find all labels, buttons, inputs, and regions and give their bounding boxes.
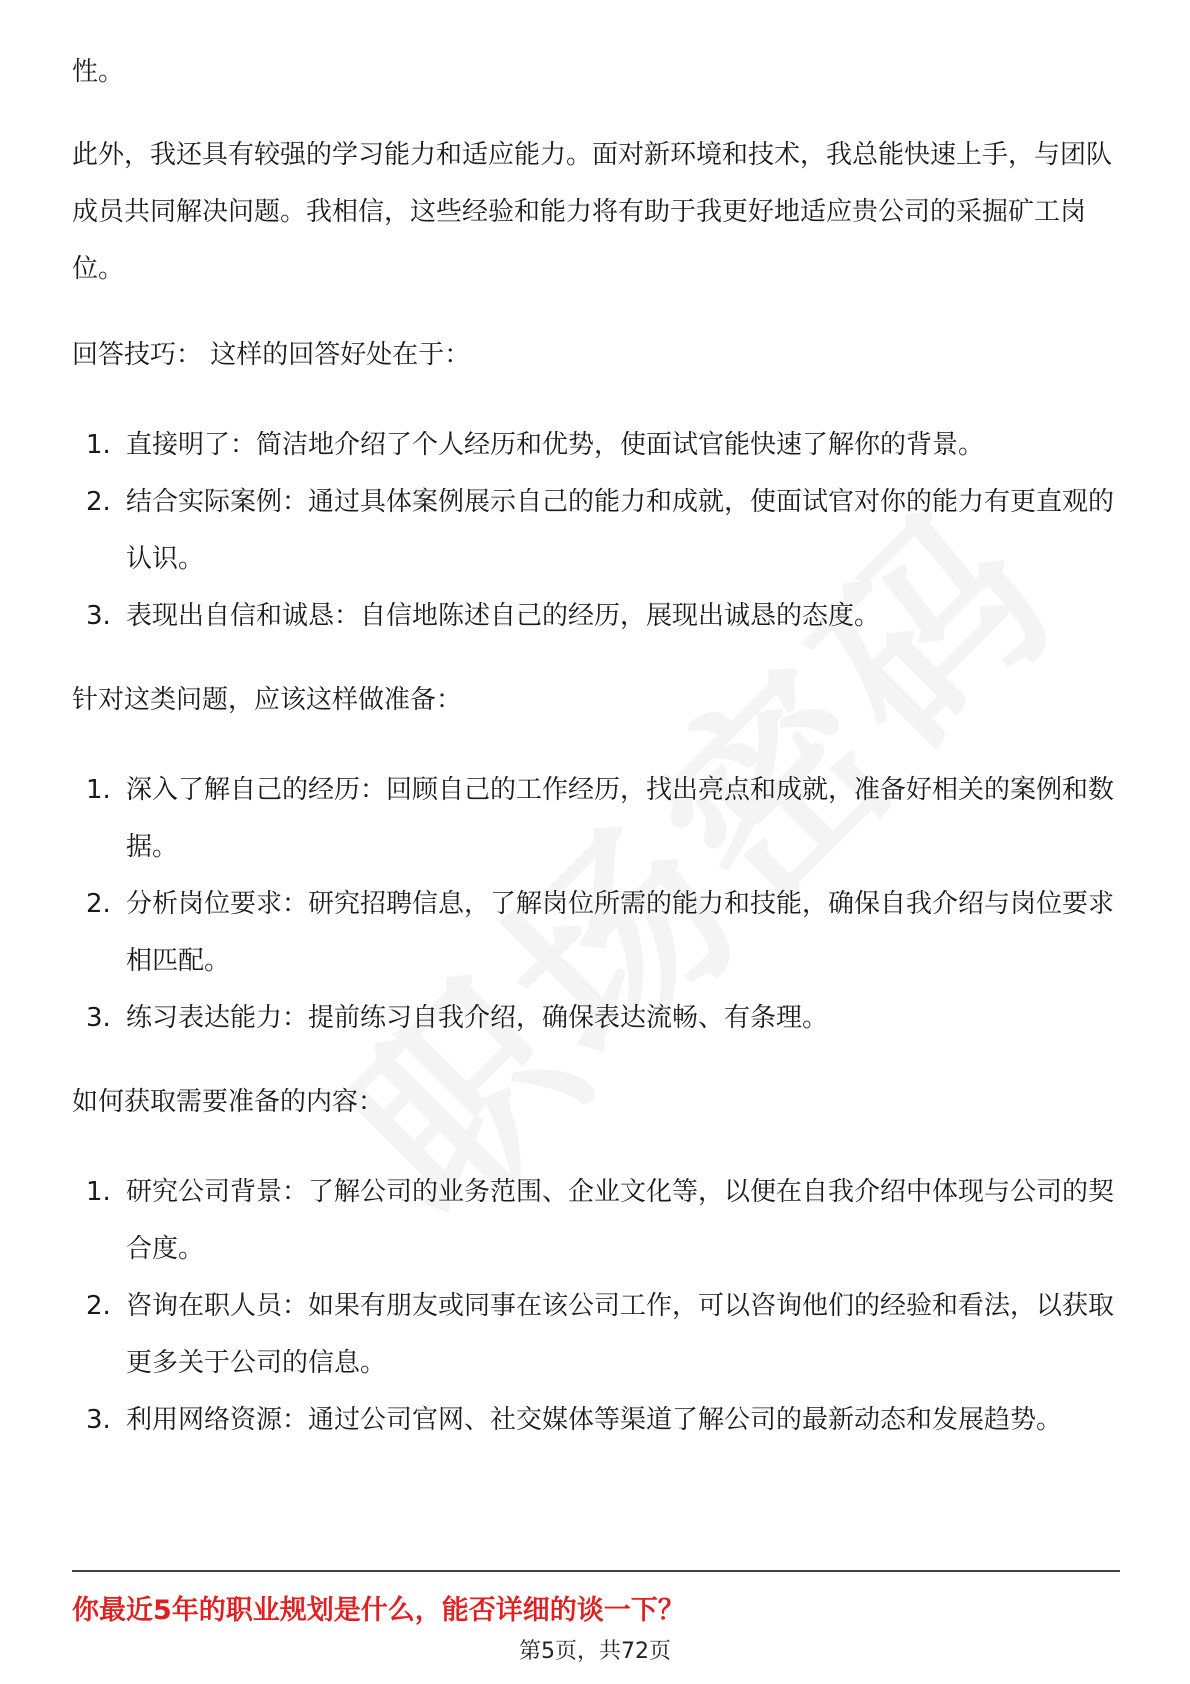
list-item bbox=[72, 1278, 1122, 1392]
how-to-get-heading: 如何获取需要准备的内容： bbox=[72, 1087, 385, 1117]
answer-tips-heading: 回答技巧： 这样的回答好处在于： bbox=[72, 340, 471, 370]
list-item-number: 3. bbox=[86, 601, 111, 631]
list-item bbox=[72, 1164, 1122, 1278]
page-number-footer: 第5页，共72页 bbox=[519, 1639, 671, 1664]
list-item-text: 分析岗位要求：研究招聘信息，了解岗位所需的能力和技能，确保自我介绍与岗位要求相匹配。 bbox=[126, 889, 1115, 976]
answer-tips-list bbox=[72, 417, 1122, 645]
how-to-get-list bbox=[72, 1164, 1122, 1449]
list-item bbox=[72, 1392, 1122, 1449]
list-item bbox=[72, 474, 1122, 588]
list-item bbox=[72, 762, 1122, 876]
list-item-text: 结合实际案例：通过具体案例展示自己的能力和成就，使面试官对你的能力有更直观的认识。 bbox=[126, 487, 1115, 574]
preparation-list bbox=[72, 762, 1122, 1047]
list-item-text: 研究公司背景：了解公司的业务范围、企业文化等，以便在自我介绍中体现与公司的契合度。 bbox=[126, 1177, 1115, 1264]
next-question-heading: 你最近5年的职业规划是什么，能否详细的谈一下？ bbox=[72, 1595, 685, 1626]
continued-text-fragment: 性。 bbox=[72, 57, 125, 87]
list-item-number: 3. bbox=[86, 1405, 111, 1435]
list-item-number: 2. bbox=[86, 487, 111, 517]
list-item-text: 表现出自信和诚恳：自信地陈述自己的经历，展现出诚恳的态度。 bbox=[126, 601, 881, 631]
list-item-number: 1. bbox=[86, 430, 111, 460]
list-item-text: 咨询在职人员：如果有朋友或同事在该公司工作，可以咨询他们的经验和看法，以获取更多关于公司的信息。 bbox=[126, 1291, 1115, 1378]
list-item-number: 2. bbox=[86, 1291, 111, 1321]
preparation-heading: 针对这类问题，应该这样做准备： bbox=[72, 685, 463, 715]
list-item-text: 直接明了：简洁地介绍了个人经历和优势，使面试官能快速了解你的背景。 bbox=[126, 430, 985, 460]
list-item bbox=[72, 876, 1122, 990]
list-item-text: 练习表达能力：提前练习自我介绍，确保表达流畅、有条理。 bbox=[126, 1003, 829, 1033]
list-item-number: 1. bbox=[86, 775, 111, 805]
section-divider bbox=[72, 1570, 1120, 1572]
list-item-number: 1. bbox=[86, 1177, 111, 1207]
list-item bbox=[72, 990, 1122, 1047]
list-item-number: 3. bbox=[86, 1003, 111, 1033]
list-item-text: 利用网络资源：通过公司官网、社交媒体等渠道了解公司的最新动态和发展趋势。 bbox=[126, 1405, 1063, 1435]
intro-paragraph: 此外，我还具有较强的学习能力和适应能力。面对新环境和技术，我总能快速上手，与团队成员共同解决问题。我相信，这些经验和能力将有助于我更好地适应贵公司的采掘矿工岗位。 bbox=[72, 140, 1113, 284]
list-item-number: 2. bbox=[86, 889, 111, 919]
list-item-text: 深入了解自己的经历：回顾自己的工作经历，找出亮点和成就，准备好相关的案例和数据。 bbox=[126, 775, 1115, 862]
list-item bbox=[72, 588, 1122, 645]
list-item bbox=[72, 417, 1122, 474]
